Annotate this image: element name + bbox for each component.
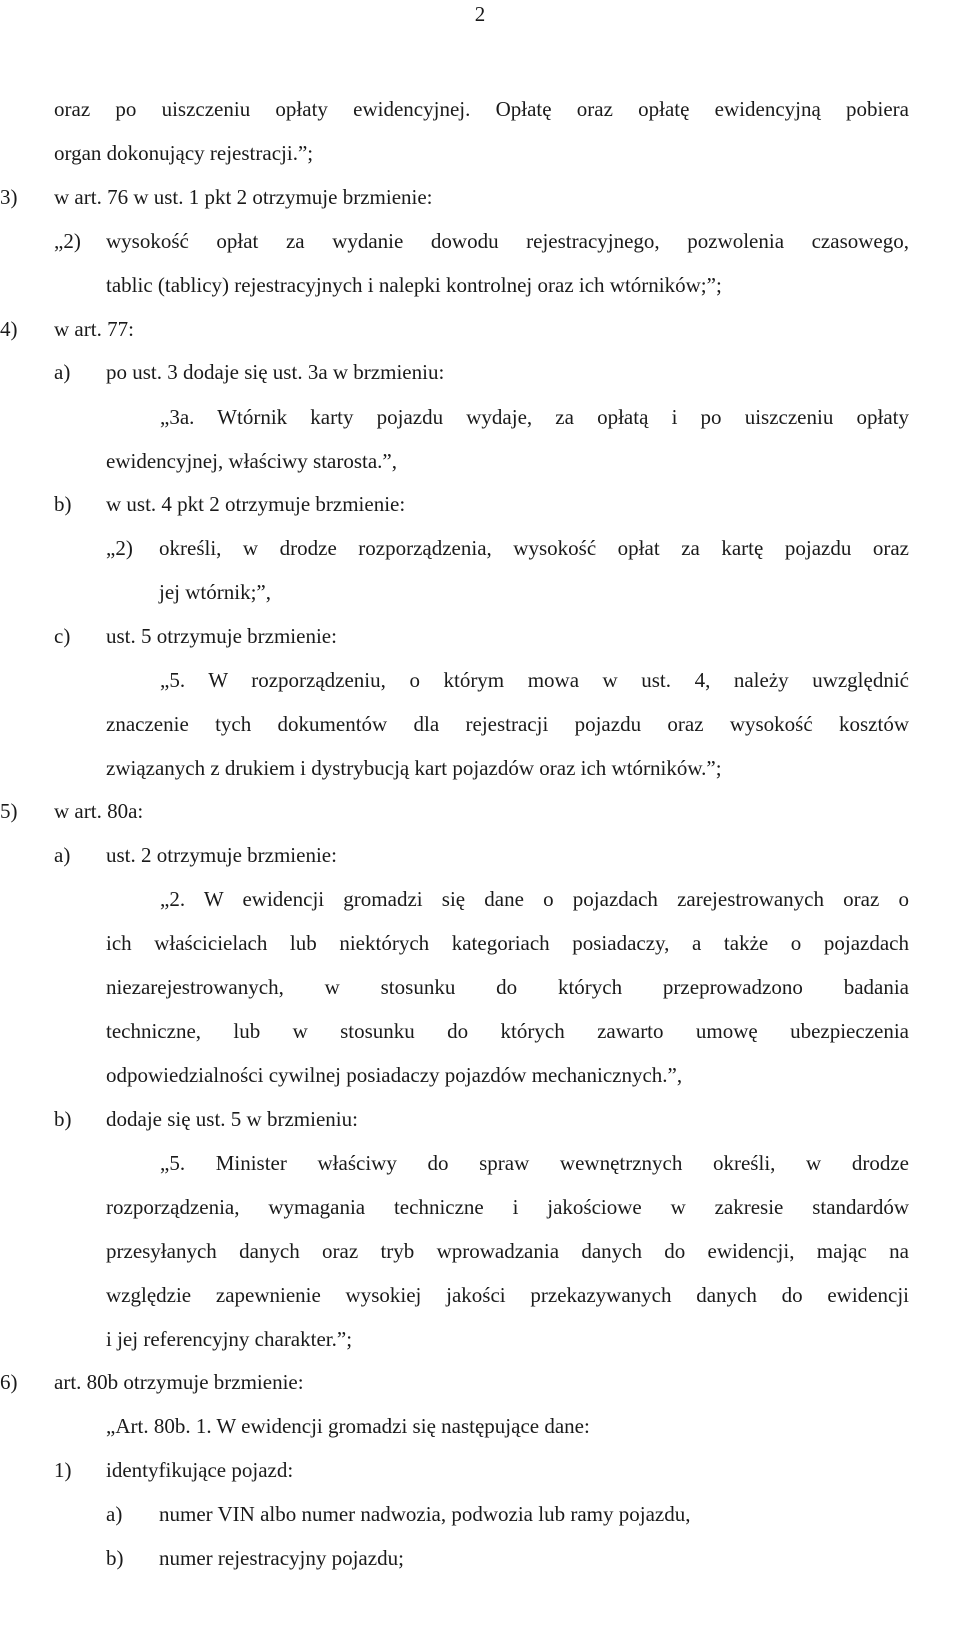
list-item-text: art. 80b otrzymuje brzmienie: xyxy=(54,1370,304,1394)
quote-line: związanych z drukiem i dystrybucją kart pojazdów oraz ich wtórników.”; xyxy=(106,756,722,780)
list-marker: 3) xyxy=(0,185,18,209)
quote-line: jej wtórnik;”, xyxy=(159,580,271,604)
quote-line: ich właścicielach lub niektórych kategoriach posiadaczy, a także o pojazdach xyxy=(106,931,909,955)
sub-marker: a) xyxy=(54,843,71,867)
list-marker: 5) xyxy=(0,799,18,823)
quote-line: znaczenie tych dokumentów dla rejestracji pojazdu oraz wysokość kosztów xyxy=(106,712,909,736)
letter-text: numer VIN albo numer nadwozia, podwozia lub ramy pojazdu, xyxy=(159,1502,691,1526)
quote-line: wysokość opłat za wydanie dowodu rejestracyjnego, pozwolenia czasowego, xyxy=(106,229,909,253)
quote-line: „5. Minister właściwy do spraw wewnętrznych określi, w drodze xyxy=(160,1151,909,1175)
quote-line: „3a. Wtórnik karty pojazdu wydaje, za opłatą i po uiszczeniu opłaty xyxy=(160,405,909,429)
sub-marker: c) xyxy=(54,624,71,648)
paragraph-line: oraz po uiszczeniu opłaty ewidencyjnej. Opłatę oraz opłatę ewidencyjną pobiera xyxy=(54,97,909,121)
sub-marker: a) xyxy=(54,360,71,384)
list-marker: 6) xyxy=(0,1370,18,1394)
list-marker: 4) xyxy=(0,317,18,341)
quote-line: tablic (tablicy) rejestracyjnych i nalepki kontrolnej oraz ich wtórników;”; xyxy=(106,273,722,297)
quote-line: rozporządzenia, wymagania techniczne i jakościowe w zakresie standardów xyxy=(106,1195,909,1219)
quote-line: „5. W rozporządzeniu, o którym mowa w ust. 4, należy uwzględnić xyxy=(160,668,909,692)
sub-item-text: ust. 2 otrzymuje brzmienie: xyxy=(106,843,337,867)
letter-text: numer rejestracyjny pojazdu; xyxy=(159,1546,404,1570)
quote-line: „2. W ewidencji gromadzi się dane o pojazdach zarejestrowanych oraz o xyxy=(160,887,909,911)
sub-item-text: dodaje się ust. 5 w brzmieniu: xyxy=(106,1107,358,1131)
quote-line: przesyłanych danych oraz tryb wprowadzania danych do ewidencji, mając na xyxy=(106,1239,909,1263)
sub-marker: b) xyxy=(54,1107,72,1131)
sub-item-text: w ust. 4 pkt 2 otrzymuje brzmienie: xyxy=(106,492,406,516)
quote-marker: „2) xyxy=(106,536,133,560)
quote-line: odpowiedzialności cywilnej posiadaczy pojazdów mechanicznych.”, xyxy=(106,1063,683,1087)
quote-line: „Art. 80b. 1. W ewidencji gromadzi się następujące dane: xyxy=(106,1414,590,1438)
list-item-text: w art. 80a: xyxy=(54,799,144,823)
quote-marker: „2) xyxy=(54,229,81,253)
sub-marker: b) xyxy=(54,492,72,516)
point-text: identyfikujące pojazd: xyxy=(106,1458,294,1482)
quote-line: techniczne, lub w stosunku do których zawarto umowę ubezpieczenia xyxy=(106,1019,909,1043)
paragraph-line: organ dokonujący rejestracji.”; xyxy=(54,141,314,165)
sub-item-text: ust. 5 otrzymuje brzmienie: xyxy=(106,624,337,648)
list-item-text: w art. 77: xyxy=(54,317,134,341)
list-item-text: w art. 76 w ust. 1 pkt 2 otrzymuje brzmienie: xyxy=(54,185,433,209)
point-marker: 1) xyxy=(54,1458,72,1482)
quote-line: ewidencyjnej, właściwy starosta.”, xyxy=(106,449,397,473)
quote-line: i jej referencyjny charakter.”; xyxy=(106,1327,353,1351)
sub-item-text: po ust. 3 dodaje się ust. 3a w brzmieniu: xyxy=(106,360,445,384)
quote-line: określi, w drodze rozporządzenia, wysokość opłat za kartę pojazdu oraz xyxy=(159,536,909,560)
page-number: 2 xyxy=(474,2,486,26)
letter-marker: a) xyxy=(106,1502,123,1526)
quote-line: niezarejestrowanych, w stosunku do których przeprowadzono badania xyxy=(106,975,909,999)
letter-marker: b) xyxy=(106,1546,124,1570)
quote-line: względzie zapewnienie wysokiej jakości przekazywanych danych do ewidencji xyxy=(106,1283,909,1307)
